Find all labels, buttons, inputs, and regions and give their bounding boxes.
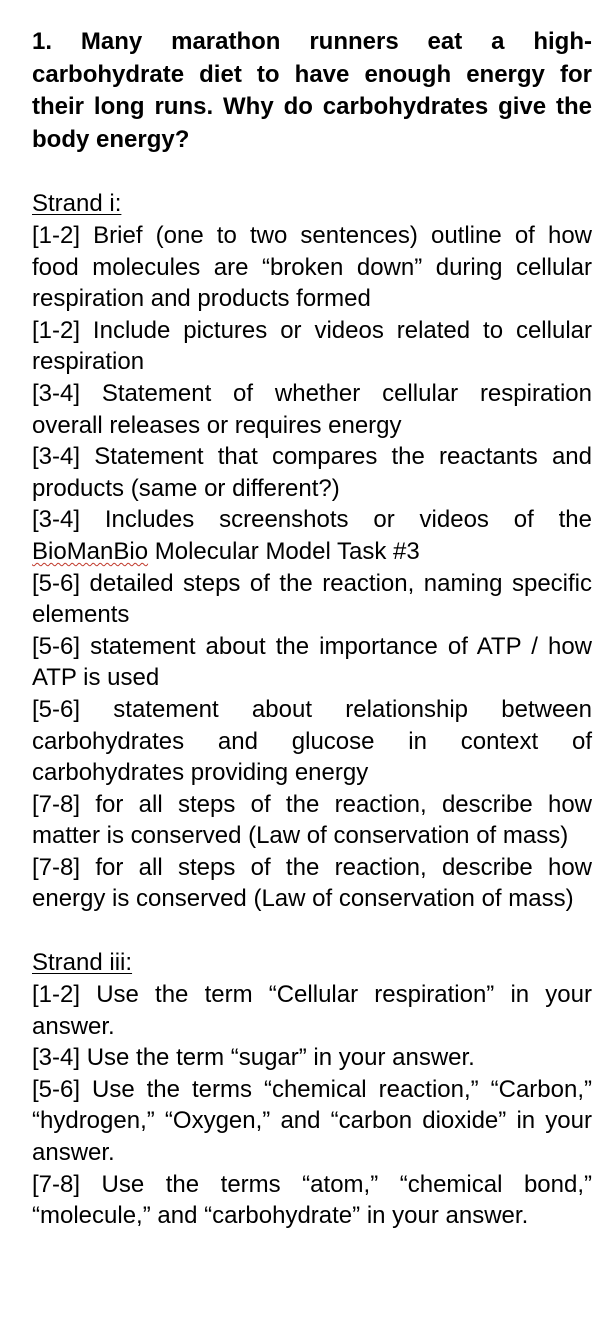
question-text: Many marathon runners eat a high-carbohydrate diet to have enough energy for their long runs. Why do carbohydrates give the body energy? xyxy=(32,28,592,153)
rubric-item: [7-8] for all steps of the reaction, describe how matter is conserved (Law of conservation of mass) xyxy=(32,790,592,850)
rubric-item: [3-4] Use the term “sugar” in your answer. xyxy=(32,1044,475,1072)
strand-iii-section xyxy=(32,947,592,1232)
strand-i-section xyxy=(32,188,592,915)
strand-iii-heading: Strand iii: xyxy=(32,949,133,977)
rubric-item: [1-2] Include pictures or videos related to cellular respiration xyxy=(32,316,592,376)
rubric-item: [5-6] statement about the importance of ATP / how ATP is used xyxy=(32,632,592,692)
rubric-item xyxy=(32,504,592,567)
blank-line xyxy=(32,156,592,188)
rubric-item: [1-2] Brief (one to two sentences) outline of how food molecules are “broken down” during cellular respiration and products formed xyxy=(32,222,592,313)
rubric-item: [3-4] Statement of whether cellular respiration overall releases or requires energy xyxy=(32,379,592,439)
question-prompt xyxy=(32,26,592,156)
document-body xyxy=(32,26,592,1232)
rubric-item: [5-6] Use the terms “chemical reaction,” “Carbon,” “hydrogen,” “Oxygen,” and “carbon dioxide” in your answer. xyxy=(32,1075,592,1167)
rubric-item: [5-6] detailed steps of the reaction, naming specific elements xyxy=(32,569,592,629)
rubric-item: [1-2] Use the term “Cellular respiration” in your answer. xyxy=(32,981,592,1040)
strand-i-heading: Strand i: xyxy=(32,190,122,217)
spellcheck-flagged-word[interactable]: BioManBio xyxy=(32,537,149,565)
question-number: 1. xyxy=(32,28,53,55)
rubric-item: [3-4] Statement that compares the reactants and products (same or different?) xyxy=(32,443,592,502)
blank-line xyxy=(32,915,592,947)
rubric-item: [7-8] Use the terms “atom,” “chemical bond,” “molecule,” and “carbohydrate” in your answer. xyxy=(32,1170,592,1230)
rubric-item: [7-8] for all steps of the reaction, describe how energy is conserved (Law of conservation of mass) xyxy=(32,853,592,913)
rubric-item-text: Molecular Model Task #3 xyxy=(148,537,420,565)
rubric-item-text: [3-4] Includes screenshots or videos of the xyxy=(32,506,592,534)
rubric-item: [5-6] statement about relationship between carbohydrates and glucose in context of carbohydrates providing energy xyxy=(32,695,592,787)
